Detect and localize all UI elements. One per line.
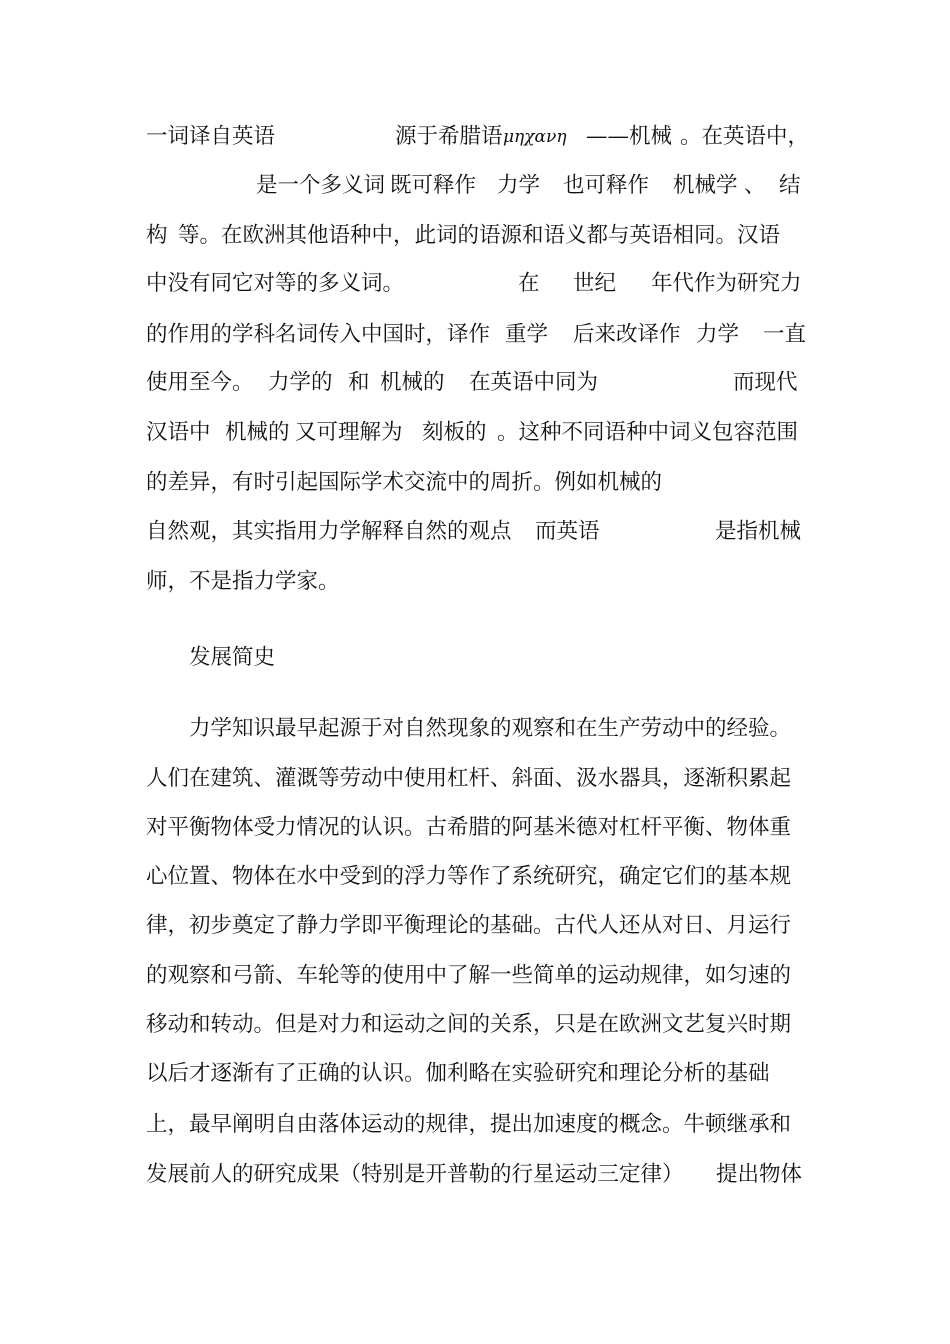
text-line — [0, 564, 950, 600]
text-fragment: 构 — [146, 223, 168, 248]
text-line — [0, 1157, 950, 1193]
text-fragment: 年代作为研究力 — [651, 271, 802, 296]
text-fragment: 师，不是指力学家。 — [146, 569, 340, 594]
text-fragment: 移动和转动。但是对力和运动之间的关系，只是在欧洲文艺复兴时期 — [146, 1012, 792, 1037]
text-line — [0, 465, 950, 501]
text-line — [0, 1107, 950, 1143]
text-fragment: 心位置、物体在水中受到的浮力等作了系统研究，确定它们的基本规 — [146, 864, 792, 889]
text-fragment: 中没有同它对等的多义词。 — [146, 271, 405, 296]
text-fragment: 源于希腊语 — [395, 124, 503, 149]
text-fragment: 。这种不同语种中词义包容范围 — [497, 420, 799, 445]
heading-text: 发展简史 — [189, 645, 276, 670]
text-fragment: 一词译自英语 — [146, 124, 276, 149]
text-fragment: 机械学 — [673, 173, 738, 198]
text-fragment: 后来改译作 — [573, 322, 681, 347]
text-fragment: 重学 — [505, 322, 549, 347]
text-fragment: 一直 — [763, 322, 807, 347]
text-fragment: 对平衡物体受力情况的认识。古希腊的阿基米德对杠杆平衡、物体重 — [146, 815, 792, 840]
text-line — [0, 1007, 950, 1043]
text-line — [0, 218, 950, 254]
text-fragment: 机械的 — [380, 370, 445, 395]
text-fragment: 力学知识最早起源于对自然现象的观察和在生产劳动中的经验。 — [189, 716, 792, 741]
text-fragment: 提出物体 — [716, 1162, 803, 1187]
text-fragment: 力学 — [696, 322, 740, 347]
text-fragment: 发展前人的研究成果（特别是开普勒的行星运动三定律） — [146, 1162, 684, 1187]
text-fragment: 是一个多义词 — [256, 173, 386, 198]
text-fragment: 而英语 — [535, 519, 600, 544]
text-fragment: 的差异，有时引起国际学术交流中的周折。例如机械的 — [146, 470, 663, 495]
text-fragment: ——机械 — [586, 124, 673, 149]
text-fragment: 的作用的学科名词传入中国时，译作 — [146, 322, 491, 347]
text-line — [0, 859, 950, 895]
text-fragment: 又可理解为 — [295, 420, 403, 445]
text-line — [0, 317, 950, 353]
text-fragment: 力学 — [497, 173, 541, 198]
text-fragment: 在英语中同为 — [469, 370, 599, 395]
text-fragment: 汉语中 — [146, 420, 211, 445]
text-fragment: 刻板的 — [422, 420, 487, 445]
text-line — [0, 1056, 950, 1092]
text-fragment: 的观察和弓箭、车轮等的使用中了解一些简单的运动规律，如匀速的 — [146, 963, 792, 988]
text-fragment: 世纪 — [573, 271, 617, 296]
text-fragment: 自然观，其实指用力学解释自然的观点 — [146, 519, 512, 544]
text-line — [0, 761, 950, 797]
text-fragment: 和 — [348, 370, 370, 395]
text-line — [0, 908, 950, 944]
section-heading — [0, 640, 950, 676]
text-fragment: 使用至今。 — [146, 370, 254, 395]
text-line — [0, 365, 950, 401]
text-fragment: 以后才逐渐有了正确的认识。伽利略在实验研究和理论分析的基础 — [146, 1061, 770, 1086]
text-fragment: 也可释作 — [563, 173, 650, 198]
text-line — [0, 119, 950, 155]
text-fragment: 在 — [518, 271, 540, 296]
text-fragment: 既可释作 — [390, 173, 477, 198]
text-fragment: 、 — [744, 173, 766, 198]
text-fragment: 而现代 — [733, 370, 798, 395]
text-line — [0, 711, 950, 747]
text-line — [0, 415, 950, 451]
text-fragment: 律，初步奠定了静力学即平衡理论的基础。古代人还从对日、月运行 — [146, 913, 792, 938]
text-fragment: 等。在欧洲其他语种中，此词的语源和语义都与英语相同。汉语 — [178, 223, 781, 248]
text-line — [0, 810, 950, 846]
greek-word: μηχανη — [503, 127, 567, 147]
text-line — [0, 266, 950, 302]
text-fragment: 人们在建筑、灌溉等劳动中使用杠杆、斜面、汲水器具，逐渐积累起 — [146, 766, 792, 791]
text-fragment: 上，最早阐明自由落体运动的规律，提出加速度的概念。牛顿继承和 — [146, 1112, 792, 1137]
text-fragment: 结 — [779, 173, 801, 198]
text-line — [0, 958, 950, 994]
text-fragment: 。在英语中， — [680, 124, 810, 149]
text-fragment: 机械的 — [225, 420, 290, 445]
text-fragment: 是指机械 — [715, 519, 802, 544]
text-fragment: 力学的 — [268, 370, 333, 395]
text-line — [0, 514, 950, 550]
text-line — [0, 168, 950, 204]
